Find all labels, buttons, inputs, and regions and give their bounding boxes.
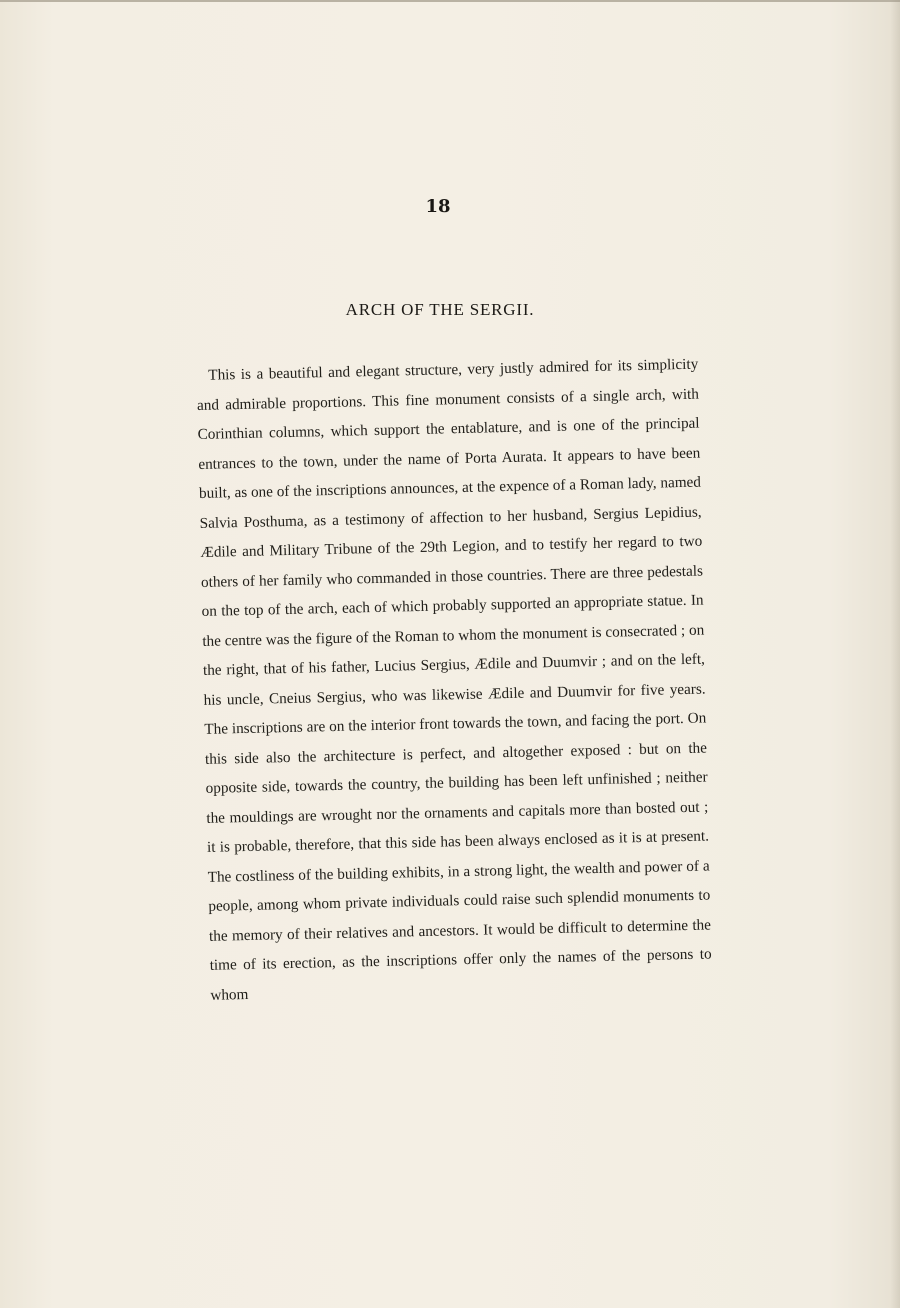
page-number: 18 [425, 196, 451, 217]
body-paragraph: This is a beautiful and elegant structure, very justly admired for its simplicity and admirable proportions. This fine monument consists of a single arch, with Corinthian columns, which support the entablature, and is one of the principal entrances to the town, under the name of Porta Aurata. It appears to have been built, as one of the inscriptions announces, at the expence of a Roman lady, named Salvia Posthuma, as a testimony of affection to her husband, Sergius Lepidius, Ædile and Military Tribune of the 29th Legion, and to testify her regard to two others of her family who commanded in those countries. There are three pedestals on the top of the arch, each of which probably supported an appropriate statue. In the centre was the figure of the Roman to whom the monument is consecrated ; on the right, that of his father, Lucius Sergius, Ædile and Duumvir ; and on the left, his uncle, Cneius Sergius, who was likewise Ædile and Duumvir for five years. The inscriptions are on the interior front towards the town, and facing the port. On this side also the architecture is perfect, and altogether exposed : but on the opposite side, towards the country, the building has been left unfinished ; neither the mouldings are wrought nor the ornaments and capitals more than bosted out ; it is probable, therefore, that this side has been always enclosed as it is at present. The costliness of the building exhibits, in a strong light, the wealth and power of a people, among whom private individuals could raise such splendid monuments to the memory of their relatives and ancestors. It would be difficult to determine the time of its erection, as the inscriptions offer only the names of the persons to whom [196, 355, 712, 1004]
page-right-edge [890, 0, 900, 1308]
section-heading: ARCH OF THE SERGII. [345, 300, 535, 319]
page-top-edge [0, 0, 900, 2]
